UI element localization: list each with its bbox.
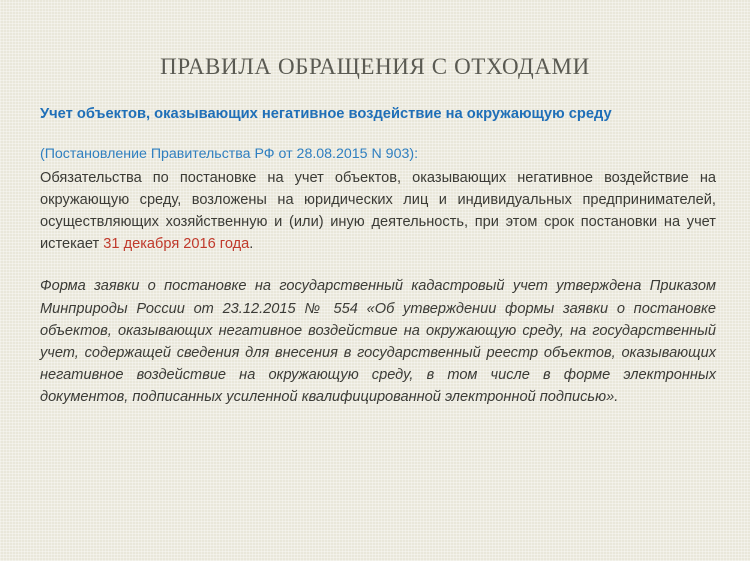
slide-body: [40, 104, 716, 408]
deadline-highlight: 31 декабря 2016 года: [103, 236, 250, 253]
paragraph-one: [40, 167, 716, 256]
paragraph-one-text-start: Обязательства по постановке на учет объектов, оказывающих негативное воздействие на окружающую среду, возложены на юридических лиц и индивидуальных предпринимателей, осуществляющих хозяйственную и (или) иную деятельность, при этом срок постановки на учет истекает: [40, 169, 716, 253]
legal-reference: (Постановление Правительства РФ от 28.08.2015 N 903):: [40, 145, 419, 162]
paragraph-one-text-end: .: [249, 236, 254, 253]
page-title: ПРАВИЛА ОБРАЩЕНИЯ С ОТХОДАМИ: [160, 54, 590, 79]
section-subtitle: Учет объектов, оказывающих негативное воздействие на окружающую среду: [40, 106, 612, 122]
paragraph-two: Форма заявки о постановке на государственный кадастровый учет утверждена Приказом Минприроды России от 23.12.2015 № 554 «Об утверждении формы заявки о постановке объектов, оказывающих негативное воздействие на окружающую среду, на государственный учет, содержащей сведения для внесения в государственный реестр объектов, оказывающих негативное воздействие на окружающую среду, в том числе в форме электронных документов, подписанных усиленной квалифицированной электронной подписью».: [40, 278, 716, 406]
